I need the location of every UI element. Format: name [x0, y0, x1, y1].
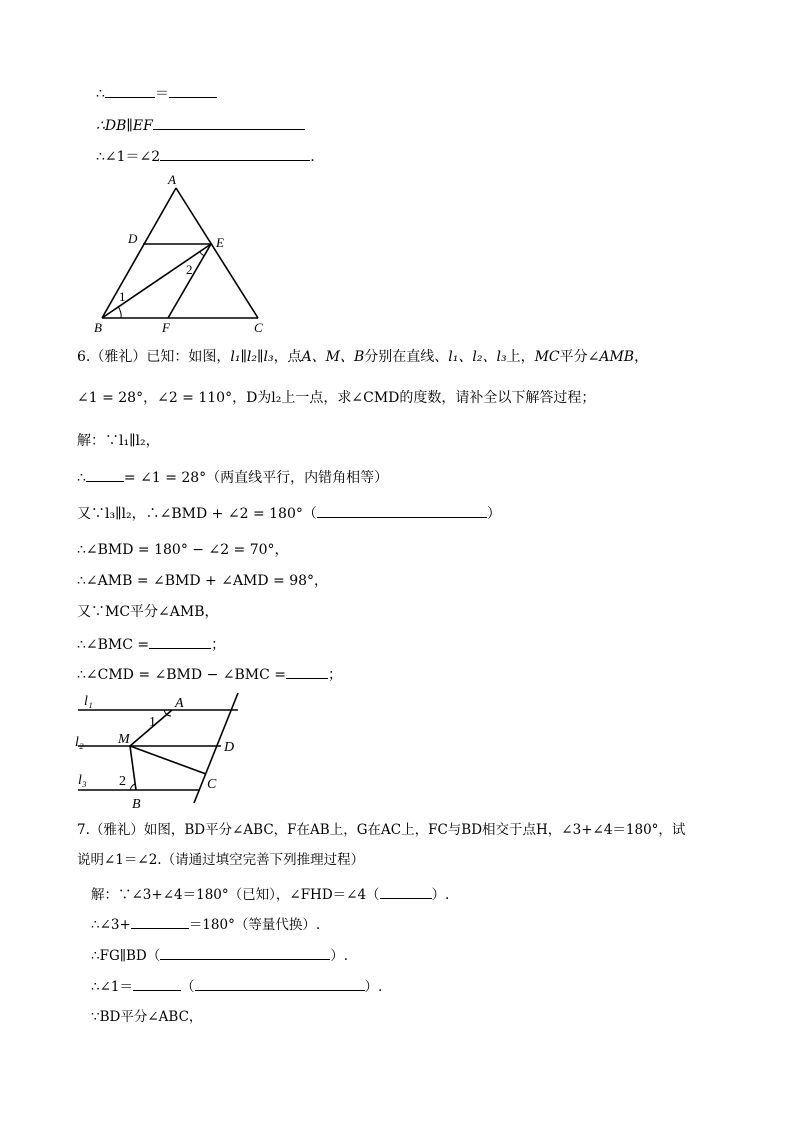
q7-sol5	[91, 1007, 202, 1027]
label-b: B	[132, 797, 141, 812]
q6-sol7	[77, 634, 225, 655]
blank-field[interactable]	[380, 884, 432, 899]
period: .	[310, 149, 315, 165]
text-run: ）.	[364, 979, 383, 995]
label-l1: l₁	[84, 694, 93, 709]
text-run: ∴∠AMB = ∠BMD + ∠AMD = 98°，	[77, 573, 329, 589]
blank-field[interactable]	[149, 634, 211, 649]
blank-field[interactable]	[133, 976, 181, 991]
q7-sol4	[91, 976, 382, 997]
text-run: ）.	[330, 948, 349, 964]
q7-sol3	[91, 945, 348, 966]
q6-sol5	[77, 571, 328, 591]
angle-1-arc	[118, 306, 121, 318]
blank-field[interactable]	[131, 914, 189, 929]
label-l3: l₃	[78, 773, 87, 788]
blank-field[interactable]	[86, 467, 124, 482]
segment-mc	[130, 746, 206, 774]
text-run: = ∠1 = 28°（两直线平行，内错角相等）	[123, 470, 389, 486]
text-run: （	[181, 979, 195, 995]
label-d: D	[128, 231, 138, 246]
label-a: A	[175, 696, 184, 711]
segment-mb	[130, 746, 136, 790]
math-run: ∠AMB	[587, 349, 635, 365]
math-run: l₁∥l₂∥l₃	[230, 349, 274, 365]
text-run: ，点	[273, 349, 302, 365]
blank-field[interactable]	[169, 83, 217, 98]
text-run: ∴∠3+	[91, 917, 131, 933]
text-run: 又∵MC平分∠AMB，	[77, 604, 219, 620]
q6-sol4	[77, 540, 289, 560]
text-run: ，	[634, 349, 649, 365]
q6-title-line1	[77, 347, 648, 367]
q6-title-line2	[77, 388, 595, 408]
text-run: 解：∵l₁∥l₂，	[77, 433, 160, 449]
label-angle-1: 1	[149, 715, 156, 730]
label-angle-1: 1	[119, 289, 126, 304]
therefore-symbol: ∴	[96, 86, 105, 102]
text-run: 上，	[506, 349, 535, 365]
text-run: 又∵l₃∥l₂，∴∠BMD + ∠2 = 180°（	[77, 506, 317, 522]
text-run: 解：∵∠3+∠4＝180°（已知），∠FHD＝∠4（	[91, 887, 380, 903]
text-run: ∴FG∥BD（	[91, 948, 161, 964]
text-run: ）	[486, 506, 501, 522]
label-f: F	[162, 320, 170, 335]
q6-sol3	[77, 503, 501, 524]
triangle-figure	[88, 170, 278, 335]
text-run: ∠1 = 28°，∠2 = 110°，D为l₂上一点，求∠CMD的度数，请补全以下解答过程；	[77, 390, 596, 406]
statement-text: ∴∠1＝∠2	[96, 149, 161, 165]
blank-field[interactable]	[317, 503, 487, 518]
text-run: 分别在直线、	[364, 349, 449, 365]
text-run: ∴∠BMC =	[77, 637, 150, 653]
q6-sol6	[77, 602, 219, 622]
s5-line3	[96, 146, 315, 167]
q7-title-line2	[77, 850, 364, 870]
label-angle-2: 2	[186, 262, 193, 277]
label-m: M	[118, 732, 130, 747]
text-run: ＝180°（等量代换）.	[188, 917, 321, 933]
text-run: 说明∠1＝∠2.（请通过填空完善下列推理过程）	[77, 852, 365, 868]
label-a: A	[168, 172, 176, 187]
label-d: D	[224, 740, 235, 755]
label-e: E	[216, 235, 224, 250]
blank-field[interactable]	[153, 115, 305, 130]
text-run: 平分	[559, 349, 588, 365]
text-run: ∴∠BMD = 180° − ∠2 = 70°，	[77, 542, 289, 558]
q7-title-line1	[77, 820, 685, 840]
blank-field[interactable]	[195, 976, 365, 991]
text-run: ∴∠CMD = ∠BMD − ∠BMC =	[77, 667, 286, 683]
blank-field[interactable]	[105, 83, 155, 98]
q7-sol2	[91, 914, 320, 935]
q6-sol8	[77, 664, 342, 685]
text-run: ；	[211, 637, 226, 653]
text-run: ∴	[77, 470, 86, 486]
text-run: ∵BD平分∠ABC，	[91, 1009, 203, 1025]
blank-field[interactable]	[286, 664, 328, 679]
statement-text: ∴DB∥EF	[96, 118, 153, 134]
math-run: MC	[534, 349, 560, 365]
parallel-lines-figure	[72, 688, 252, 813]
text-run: 6.（雅礼）已知：如图，	[77, 349, 231, 365]
s5-line1	[96, 83, 217, 104]
text-run: ）.	[431, 887, 450, 903]
label-b: B	[94, 320, 102, 335]
label-c: C	[207, 777, 217, 792]
q6-sol1	[77, 431, 160, 451]
label-l2: l₂	[75, 735, 84, 750]
blank-field[interactable]	[160, 945, 330, 960]
blank-field[interactable]	[160, 146, 310, 161]
label-c: C	[254, 320, 263, 335]
label-angle-2: 2	[119, 774, 126, 789]
text-run: ；	[328, 667, 342, 683]
math-run: l₁、l₂、l₃	[448, 349, 507, 365]
s5-line2	[96, 115, 305, 136]
q6-sol2	[77, 467, 388, 488]
q7-sol1	[91, 884, 449, 905]
math-run: A、M、B	[301, 349, 365, 365]
text-run: 7.（雅礼）如图，BD平分∠ABC，F在AB上，G在AC上，FC与BD相交于点H，∠3+∠4＝180°，试	[77, 822, 686, 838]
equals-sign: ＝	[154, 86, 169, 102]
side-ab	[102, 188, 176, 318]
side-ac	[176, 188, 258, 318]
text-run: ∴∠1＝	[91, 979, 133, 995]
